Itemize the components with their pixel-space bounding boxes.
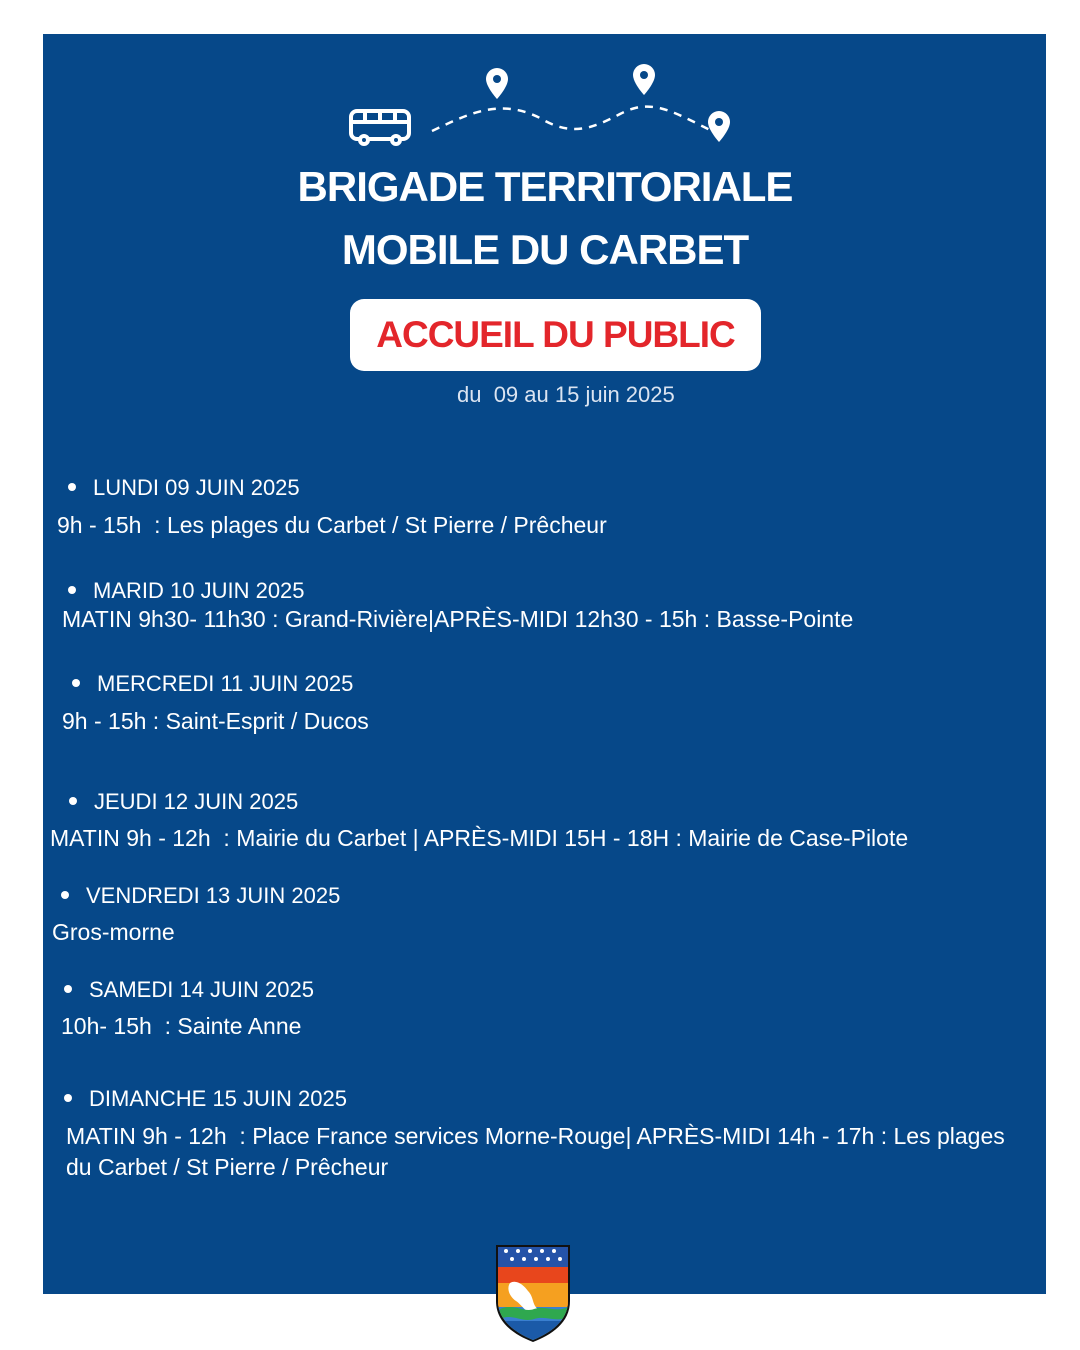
bus-route-illustration xyxy=(340,58,740,158)
badge-label: ACCUEIL DU PUBLIC xyxy=(376,314,735,355)
schedule-day-detail: 9h - 15h : Saint-Esprit / Ducos xyxy=(62,708,369,734)
bullet-icon xyxy=(61,891,69,899)
location-pin-icon xyxy=(708,111,730,142)
location-pin-icon xyxy=(633,64,655,95)
bus-icon xyxy=(351,111,409,144)
bullet-icon xyxy=(72,679,80,687)
bullet-icon xyxy=(69,797,77,805)
dashed-route-icon xyxy=(432,107,710,131)
schedule-day-heading: MARID 10 JUIN 2025 xyxy=(68,578,305,604)
location-pin-icon xyxy=(486,68,508,99)
bullet-icon xyxy=(64,985,72,993)
schedule-day-detail: Gros-morne xyxy=(52,919,175,945)
schedule-day-detail: MATIN 9h30- 11h30 : Grand-Rivière|APRÈS-MIDI 12h30 - 15h : Basse-Pointe xyxy=(62,606,854,632)
coat-of-arms-icon xyxy=(494,1243,572,1343)
public-reception-badge xyxy=(350,299,761,371)
schedule-day-heading: VENDREDI 13 JUIN 2025 xyxy=(61,883,340,909)
schedule-day-detail: MATIN 9h - 12h : Mairie du Carbet | APRÈS-MIDI 15H - 18H : Mairie de Case-Pilote xyxy=(50,825,909,851)
schedule-day-heading: SAMEDI 14 JUIN 2025 xyxy=(64,977,314,1003)
date-range: du 09 au 15 juin 2025 xyxy=(457,382,675,407)
schedule-day-heading: DIMANCHE 15 JUIN 2025 xyxy=(64,1086,347,1112)
schedule-day-detail: 10h- 15h : Sainte Anne xyxy=(61,1013,302,1039)
schedule-day-heading: JEUDI 12 JUIN 2025 xyxy=(69,789,298,815)
schedule-day-heading: LUNDI 09 JUIN 2025 xyxy=(68,475,300,501)
title-line-2: MOBILE DU CARBET xyxy=(341,226,749,273)
title-line-1: BRIGADE TERRITORIALE xyxy=(297,163,793,210)
bullet-icon xyxy=(68,483,76,491)
schedule-day-detail: MATIN 9h - 12h : Place France services Morne-Rouge| APRÈS-MIDI 14h - 17h : Les plages du Carbet / St Pierre / Prêcheur xyxy=(66,1123,1012,1180)
bullet-icon xyxy=(64,1094,72,1102)
schedule-day-heading: MERCREDI 11 JUIN 2025 xyxy=(72,671,353,697)
bullet-icon xyxy=(68,586,76,594)
schedule-day-detail: 9h - 15h : Les plages du Carbet / St Pierre / Prêcheur xyxy=(57,512,607,538)
